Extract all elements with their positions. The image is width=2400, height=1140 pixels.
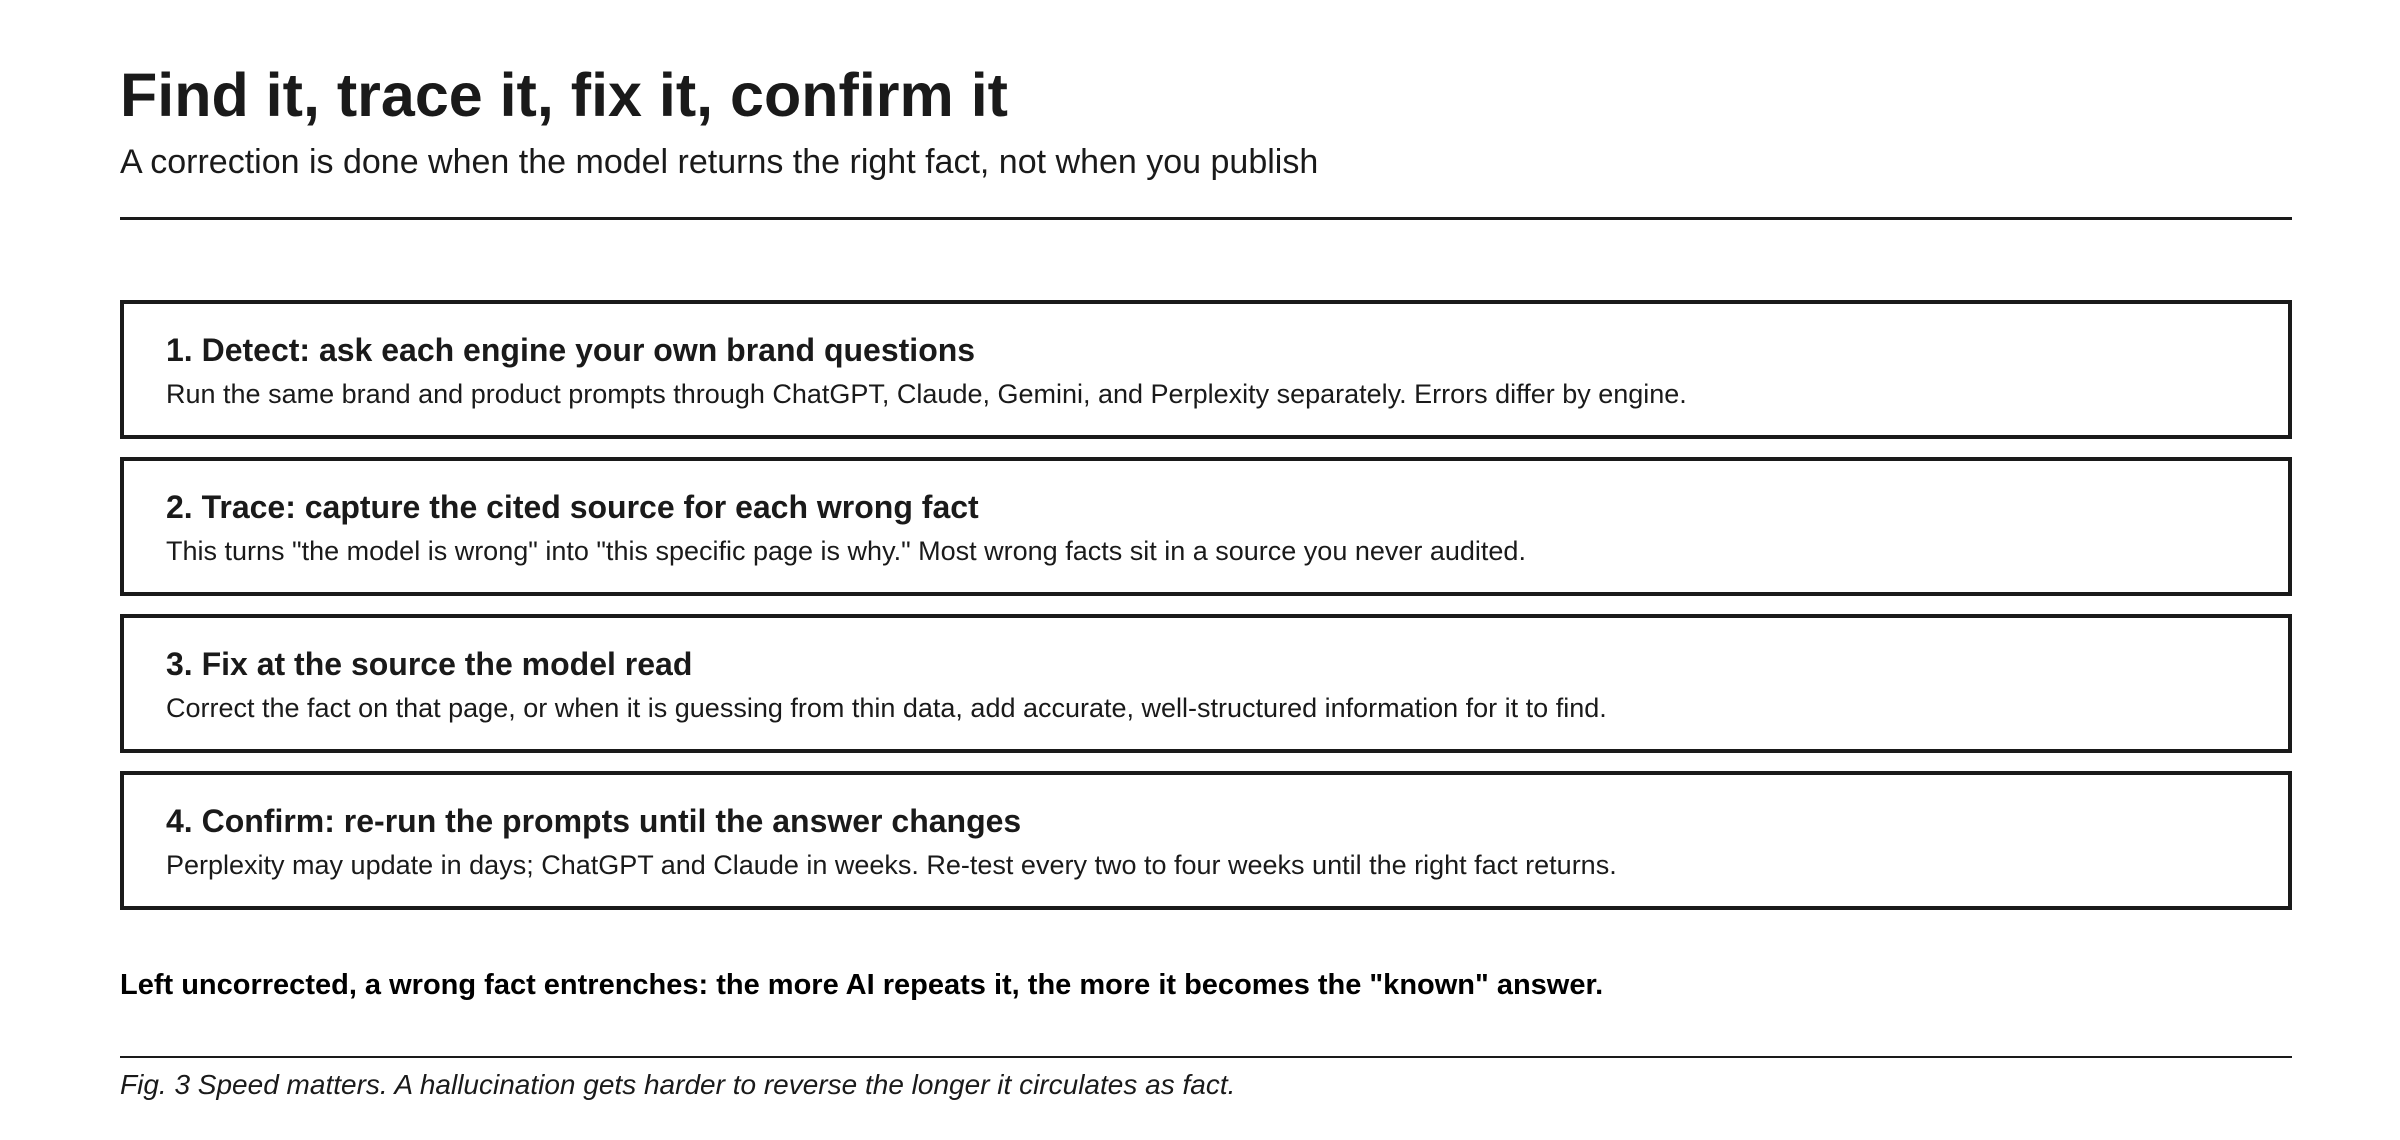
- step-box-confirm: [120, 771, 2292, 910]
- step-title: 3. Fix at the source the model read: [166, 646, 693, 682]
- step-box-trace: [120, 457, 2292, 596]
- step-box-fix: [120, 614, 2292, 753]
- figure-caption: Fig. 3 Speed matters. A hallucination gets harder to reverse the longer it circulates as fact.: [120, 1069, 1236, 1100]
- step-title: 2. Trace: capture the cited source for each wrong fact: [166, 489, 979, 525]
- step-description: Correct the fact on that page, or when it is guessing from thin data, add accurate, well-structured information for it to find.: [166, 693, 1607, 723]
- page-title: Find it, trace it, fix it, confirm it: [120, 61, 1008, 129]
- header-divider: [120, 217, 2292, 220]
- step-description: Perplexity may update in days; ChatGPT and Claude in weeks. Re-test every two to four weeks until the right fact returns.: [166, 850, 1617, 880]
- step-title: 1. Detect: ask each engine your own brand questions: [166, 332, 976, 368]
- step-box-detect: [120, 300, 2292, 439]
- steps-list: [120, 300, 2292, 910]
- step-title: 4. Confirm: re-run the prompts until the answer changes: [166, 803, 1022, 839]
- summary-note: Left uncorrected, a wrong fact entrenches: the more AI repeats it, the more it becomes the "known" answer.: [120, 969, 1604, 1001]
- page-subtitle: A correction is done when the model returns the right fact, not when you publish: [120, 143, 1319, 181]
- step-description: This turns "the model is wrong" into "this specific page is why." Most wrong facts sit in a source you never audited.: [166, 536, 1526, 566]
- caption-divider: [120, 1056, 2292, 1058]
- step-description: Run the same brand and product prompts through ChatGPT, Claude, Gemini, and Perplexity separately. Errors differ by engine.: [166, 379, 1687, 409]
